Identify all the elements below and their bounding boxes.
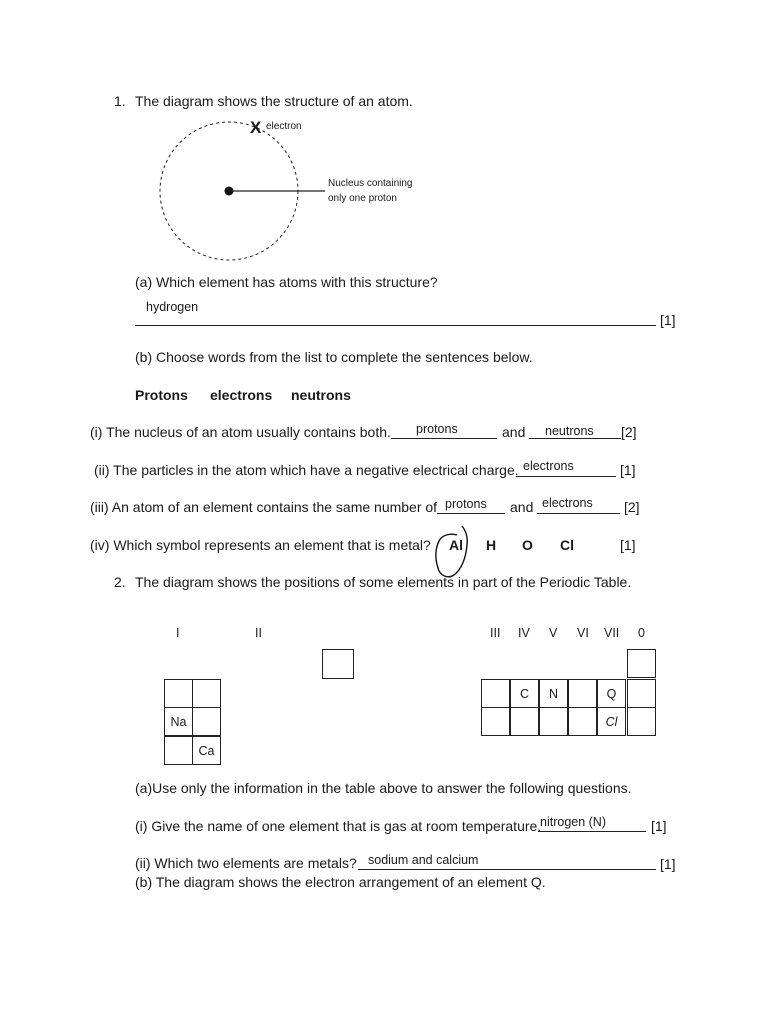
table-cell-n — [539, 679, 568, 708]
q1biii-line2 — [537, 513, 620, 514]
q1bii-answer: electrons — [523, 459, 574, 473]
q1biv-question: (iv) Which symbol represents an element that is metal? — [90, 537, 431, 553]
q2b-text: (b) The diagram shows the electron arrangement of an element Q. — [135, 874, 546, 890]
q2-intro: The diagram shows the positions of some elements in part of the Periodic Table. — [135, 574, 632, 590]
q2-number: 2. — [114, 574, 126, 590]
table-cell — [568, 679, 597, 708]
q1bii-marks: [1] — [620, 462, 636, 478]
q1biii-question: (iii) An atom of an element contains the same number of — [90, 499, 438, 515]
q1bi-question: (i) The nucleus of an atom usually contains both. — [90, 424, 391, 440]
q1biii-marks: [2] — [624, 499, 640, 515]
q1a-answer-line — [135, 325, 656, 326]
q2aii-line — [358, 869, 656, 870]
table-cell-cl — [597, 707, 626, 736]
q1biii-answer1: protons — [445, 497, 487, 511]
element-na: Na — [170, 714, 187, 729]
group-label-v: V — [549, 626, 558, 640]
group-label-0: 0 — [638, 626, 645, 640]
table-cell-c — [510, 679, 539, 708]
table-cell — [627, 679, 656, 708]
q1b-instruction: (b) Choose words from the list to complete the sentences below. — [135, 349, 533, 365]
q1biv-marks: [1] — [620, 537, 636, 553]
q1biii-connector: and — [510, 499, 534, 515]
q2ai-marks: [1] — [651, 818, 667, 834]
electron-label: electron — [266, 121, 302, 132]
element-n: N — [548, 686, 559, 701]
q2aii-question: (ii) Which two elements are metals? — [135, 855, 357, 871]
table-cell — [481, 707, 510, 736]
nucleus-label-line2: only one proton — [328, 193, 397, 204]
table-cell — [539, 707, 568, 736]
q1-intro: The diagram shows the structure of an atom. — [135, 93, 413, 109]
group-label-iv: IV — [518, 626, 530, 640]
q1bi-answer2: neutrons — [545, 424, 594, 438]
word-list-protons: Protons — [135, 387, 188, 403]
option-al: Al — [449, 537, 463, 553]
q1biii-answer2: electrons — [542, 496, 593, 510]
q2aii-answer: sodium and calcium — [368, 853, 479, 867]
q2ai-question: (i) Give the name of one element that is gas at room temperature. — [135, 818, 542, 834]
q1a-marks: [1] — [660, 312, 676, 328]
table-cell — [627, 707, 656, 736]
table-cell — [568, 707, 597, 736]
q2a-instruction: (a)Use only the information in the table above to answer the following questions. — [135, 780, 632, 796]
group-label-ii: II — [255, 626, 262, 640]
q1bi-connector: and — [502, 424, 526, 440]
element-q: Q — [606, 686, 617, 701]
q1-number: 1. — [114, 93, 126, 109]
q1a-question: (a) Which element has atoms with this structure? — [135, 274, 438, 290]
q1bi-line2 — [529, 438, 621, 439]
q1a-answer: hydrogen — [146, 300, 199, 314]
word-list-neutrons: neutrons — [291, 387, 351, 403]
table-cell — [164, 679, 193, 708]
q2ai-line — [538, 831, 646, 832]
q1bii-question: (ii) The particles in the atom which have a negative electrical charge. — [94, 462, 519, 478]
table-cell-q — [597, 679, 626, 708]
q1bi-answer1: protons — [416, 422, 458, 436]
element-cl: Cl — [605, 714, 618, 729]
table-cell — [627, 649, 656, 678]
group-label-iii: III — [490, 626, 501, 640]
group-label-i: I — [176, 626, 180, 640]
word-list-electrons: electrons — [210, 387, 273, 403]
q1bi-line1 — [391, 438, 497, 439]
table-cell — [192, 707, 221, 736]
q1biii-line1 — [437, 513, 505, 514]
table-cell-na — [164, 707, 193, 736]
q1bii-line — [516, 476, 616, 477]
group-label-vii: VII — [604, 626, 620, 640]
table-cell — [192, 679, 221, 708]
option-o: O — [522, 537, 533, 553]
table-cell — [164, 736, 193, 765]
option-h: H — [486, 537, 497, 553]
table-cell — [481, 679, 510, 708]
option-cl: Cl — [560, 537, 574, 553]
table-cell — [510, 707, 539, 736]
element-ca: Ca — [198, 743, 215, 758]
table-cell-ca — [192, 736, 221, 765]
q1bi-marks: [2] — [621, 424, 637, 440]
element-c: C — [519, 686, 530, 701]
nucleus-label-line1: Nucleus containing — [328, 178, 413, 189]
electron-mark: X — [250, 118, 262, 137]
q2ai-answer: nitrogen (N) — [540, 815, 606, 829]
table-cell-hydrogen-position — [322, 649, 354, 679]
q2aii-marks: [1] — [660, 856, 676, 872]
group-label-vi: VI — [577, 626, 589, 640]
